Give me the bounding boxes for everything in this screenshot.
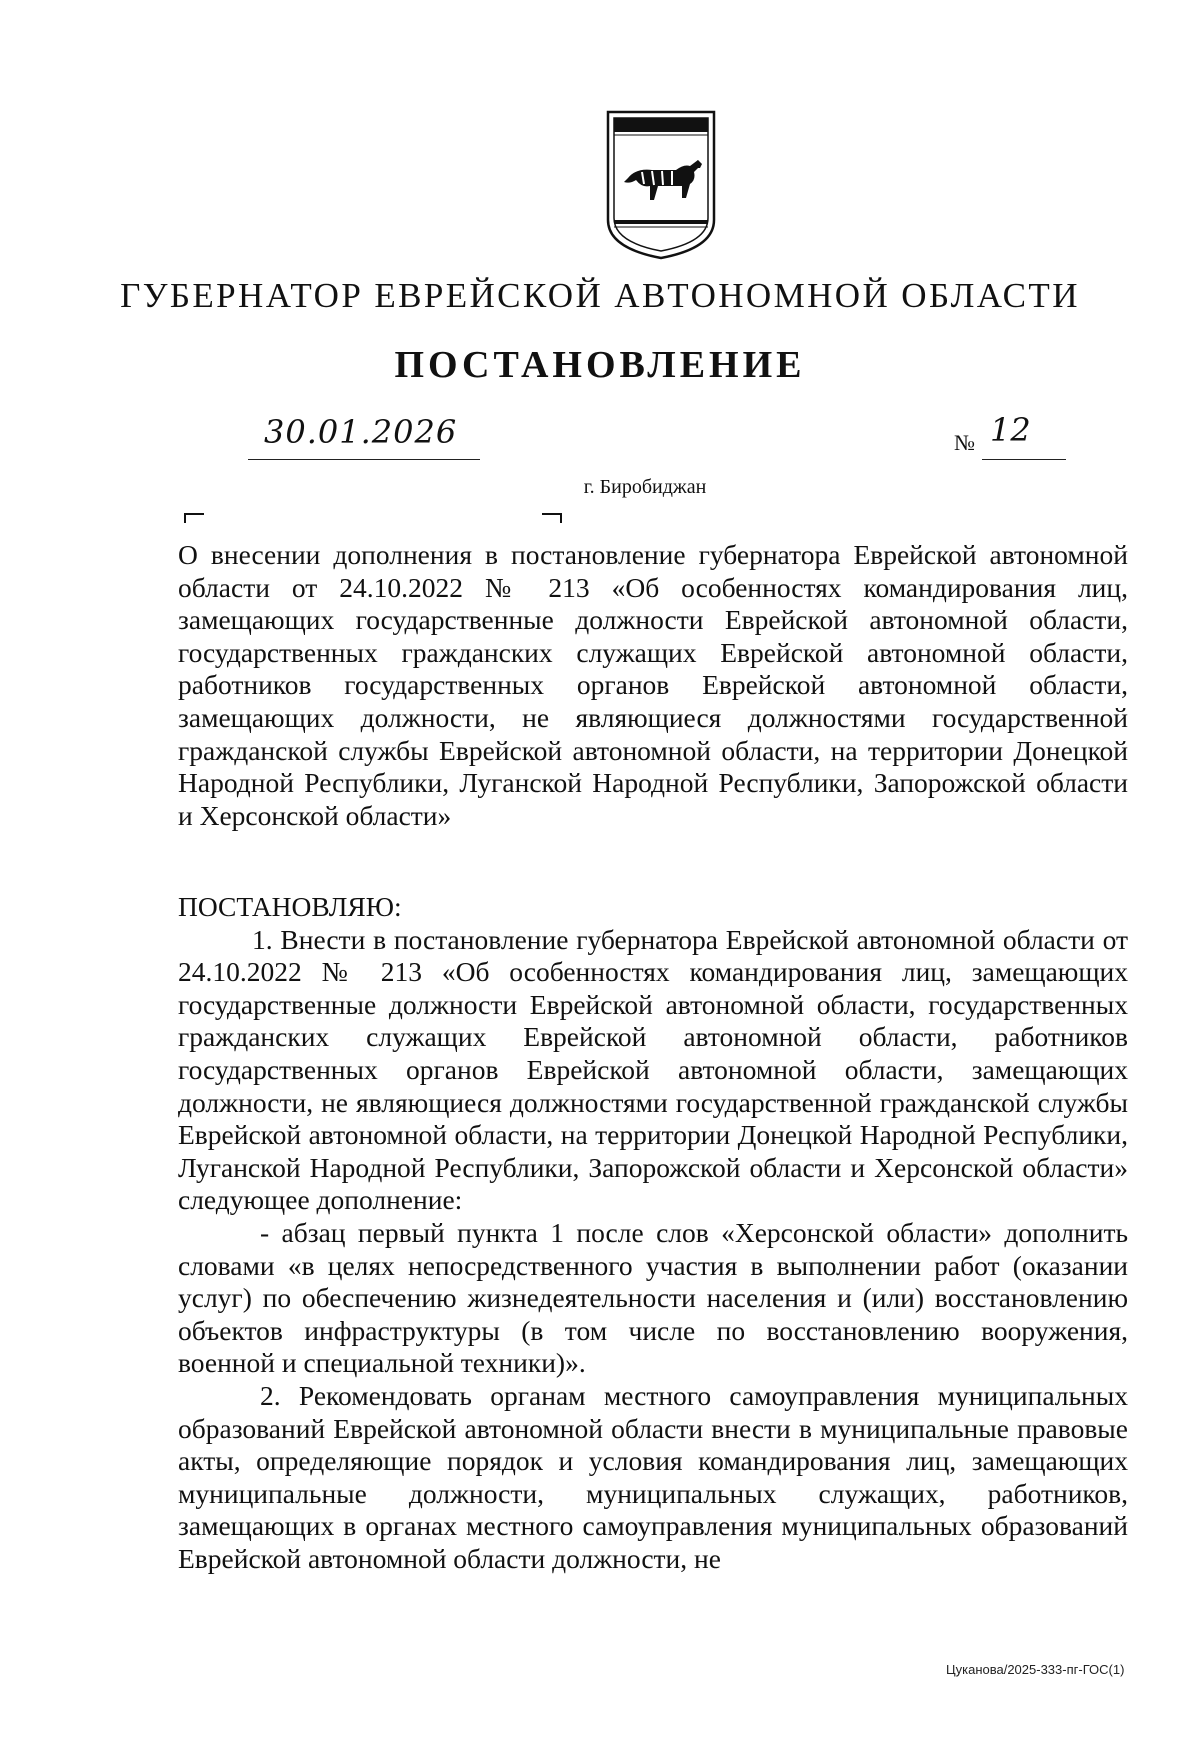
tiger-coat-of-arms-icon [602,108,720,260]
title-bracket-right [542,513,562,523]
document-registry-code: Цуканова/2025-333-пг-ГОС(1) [946,1662,1125,1677]
decree-item-1-subitem: - абзац первый пункта 1 после слов «Херсонской области» дополнить словами «в целях непосредственного участия в выполнении работ (оказании услуг) по обеспечению жизнедеятельности населения и (или) восстановлению объектов инфраструктуры (в том числе по восстановлению вооружения, военной и специальной техники)». [178,1216,1128,1379]
number-field [982,411,1066,460]
document-type: ПОСТАНОВЛЕНИЕ [394,344,806,386]
handwritten-date: 30.01.2026 [264,413,458,451]
decree-body [178,891,1128,1575]
decree-item-1: 1. Внести в постановление губернатора Еврейской автономной области от 24.10.2022 № 213 «Об особенностях командирования лиц, замещающих государственные должности Еврейской автономной области, государственных гражданских служащих Еврейской автономной области, работников государственных органов Еврейской автономной области, замещающих должности, не являющиеся должностями государственной гражданской службы Еврейской автономной области, на территории Донецкой Народной Республики, Луганской Народной Республики, Запорожской области и Херсонской области» следующее дополнение: [178,923,1128,1216]
city-name: г. Биробиджан [583,476,707,498]
resolve-heading: ПОСТАНОВЛЯЮ: [178,891,402,922]
number-label: № [954,430,975,455]
issuing-authority: ГУБЕРНАТОР ЕВРЕЙСКОЙ АВТОНОМНОЙ ОБЛАСТИ [120,276,1080,315]
decree-item-2: 2. Рекомендовать органам местного самоуправления муниципальных образований Еврейской автономной области внести в муниципальные правовые акты, определяющие порядок и условия командирования лиц, замещающих муниципальные должности, муниципальных служащих, работников, замещающих в органах местного самоуправления муниципальных образований Еврейской автономной области должности, не [178,1379,1128,1574]
title-bracket-left [184,513,204,523]
document-subject: О внесении дополнения в постановление губернатора Еврейской автономной области от 24.10.2022 № 213 «Об особенностях командирования лиц, замещающих государственные должности Еврейской автономной области, государственных гражданских служащих Еврейской автономной области, работников государственных органов Еврейской автономной области, замещающих должности, не являющиеся должностями государственной гражданской службы Еврейской автономной области, на территории Донецкой Народной Республики, Луганской Народной Республики, Запорожской области и Херсонской области» [178,539,1128,831]
handwritten-number: 12 [990,411,1031,449]
date-field [248,413,480,460]
